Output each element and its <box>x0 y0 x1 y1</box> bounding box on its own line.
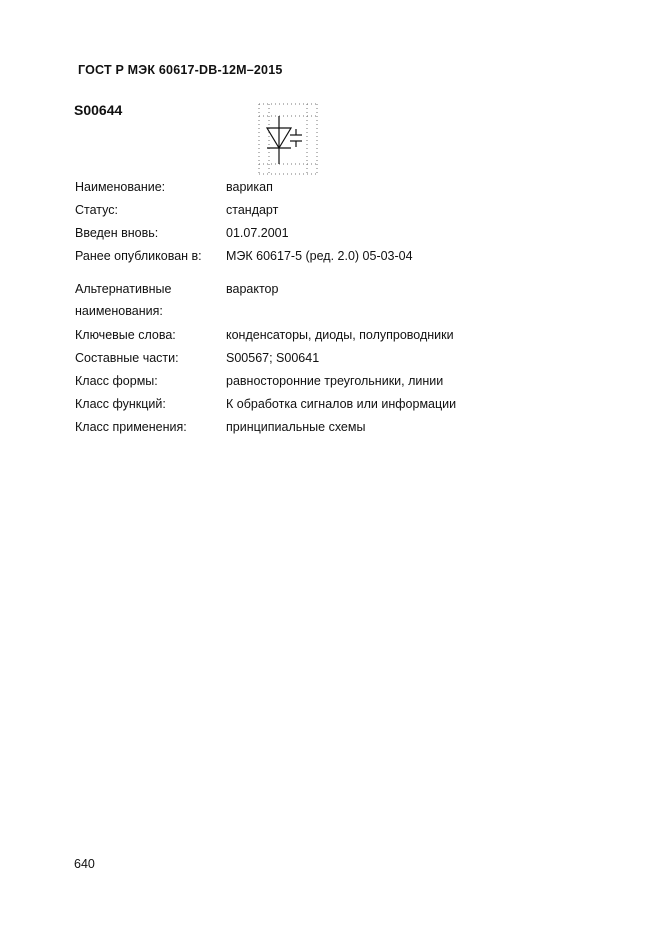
property-label: Статус: <box>75 203 118 217</box>
property-value: варактор <box>226 282 279 296</box>
property-label: Введен вновь: <box>75 226 159 240</box>
property-value: стандарт <box>226 203 279 217</box>
property-value: 01.07.2001 <box>226 226 289 240</box>
page-number: 640 <box>74 857 95 871</box>
property-label: Составные части: <box>75 351 179 365</box>
property-value: S00567; S00641 <box>226 351 320 365</box>
property-value: К обработка сигналов или информации <box>226 397 457 411</box>
property-label: Наименование: <box>75 180 166 194</box>
property-value: принципиальные схемы <box>226 420 366 434</box>
property-value: варикап <box>226 180 273 194</box>
property-label: Альтернативные <box>75 282 172 296</box>
varicap-diode-symbol-icon <box>255 102 321 176</box>
property-value: МЭК 60617-5 (ред. 2.0) 05-03-04 <box>226 249 413 263</box>
property-label-continued: наименования: <box>75 304 163 318</box>
document-header: ГОСТ Р МЭК 60617-DB-12M–2015 <box>78 63 283 77</box>
symbol-code: S00644 <box>74 102 123 118</box>
property-label: Класс применения: <box>75 420 187 434</box>
property-label: Ранее опубликован в: <box>75 249 202 263</box>
property-label: Класс функций: <box>75 397 166 411</box>
property-label: Класс формы: <box>75 374 158 388</box>
property-value: равносторонние треугольники, линии <box>226 374 444 388</box>
property-label: Ключевые слова: <box>75 328 176 342</box>
property-value: конденсаторы, диоды, полупроводники <box>226 328 454 342</box>
